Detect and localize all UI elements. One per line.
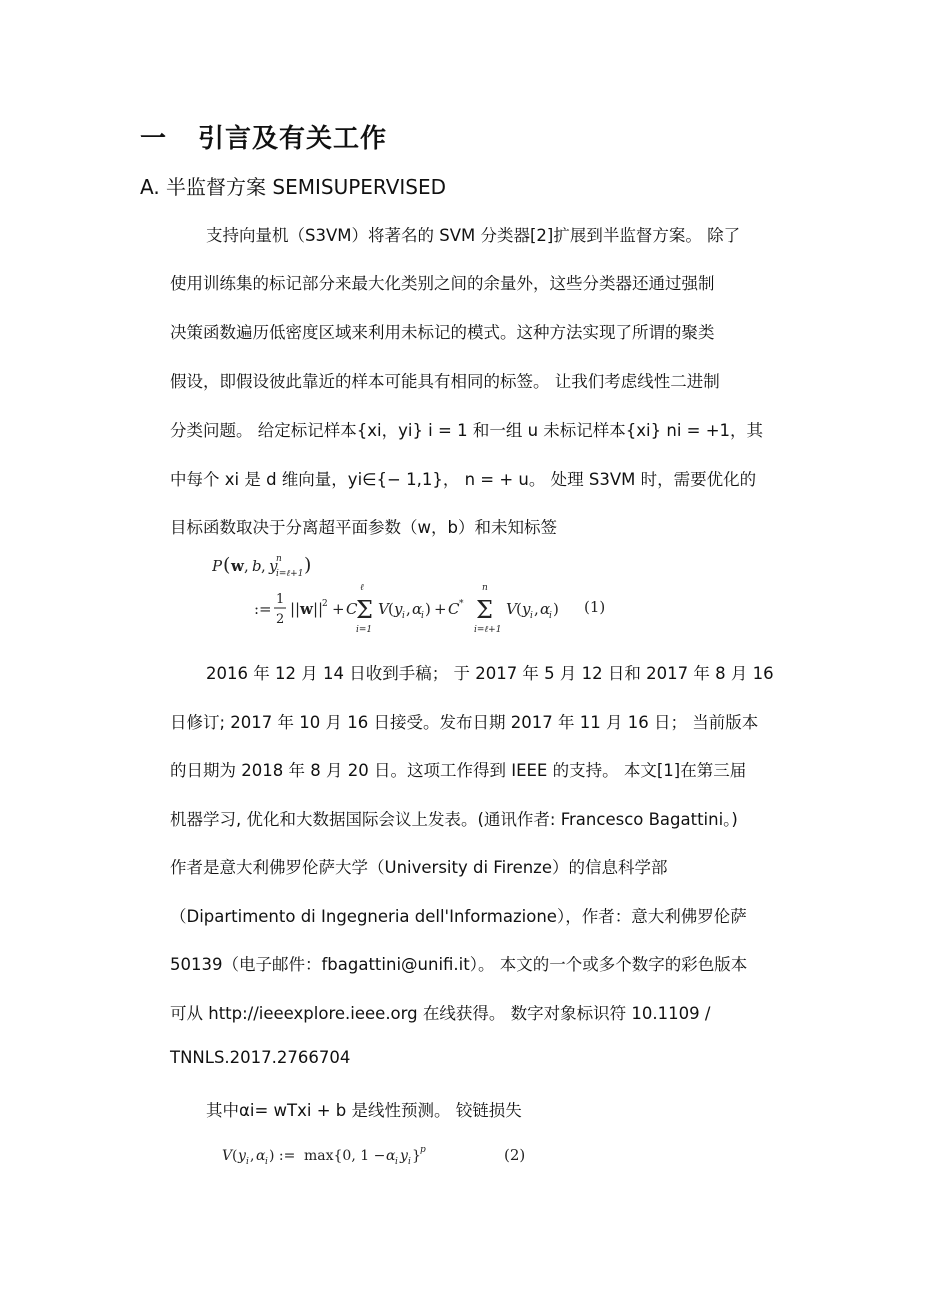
svg-text:i: i (421, 611, 424, 621)
svg-text:i: i (395, 1157, 398, 1167)
svg-text:(: ( (516, 600, 522, 618)
paragraph-line: （Dipartimento di Ingegneria dell'Informazione），作者：意大利佛罗伦萨 (170, 907, 747, 926)
paragraph-line: 支持向量机（S3VM）将著名的 SVM 分类器[2]扩展到半监督方案。 除了 (206, 226, 741, 245)
svg-text:2: 2 (322, 599, 328, 609)
equation-2-label: (2) (504, 1146, 526, 1164)
paragraph-line: 决策函数遍历低密度区域来利用未标记的模式。这种方法实现了所谓的聚类 (170, 323, 715, 342)
svg-text:w: w (300, 600, 313, 618)
svg-text:α: α (256, 1148, 266, 1164)
svg-text:ℓ: ℓ (360, 583, 364, 593)
equation-1-graphic (212, 548, 632, 636)
svg-text:y: y (400, 1148, 408, 1164)
svg-text:2: 2 (276, 612, 285, 627)
svg-text:i: i (549, 611, 552, 621)
svg-text:n: n (482, 583, 488, 593)
svg-text:C: C (346, 600, 358, 618)
svg-text:max{0, 1 −: max{0, 1 − (304, 1148, 386, 1164)
svg-text:Σ: Σ (476, 596, 493, 624)
svg-text:α: α (412, 600, 423, 618)
svg-text:(: ( (223, 554, 231, 576)
svg-text:y: y (394, 600, 403, 618)
subsection-heading: A. 半监督方案 SEMISUPERVISED (140, 175, 447, 199)
paragraph-line: TNNLS.2017.2766704 (170, 1048, 351, 1067)
paragraph-line: 可从 http://ieeexplore.ieee.org 在线获得。 数字对象标识符 10.1109 / (170, 1004, 711, 1023)
paragraph-line: 作者是意大利佛罗伦萨大学（University di Firenze）的信息科学部 (170, 858, 668, 877)
svg-text:i=ℓ+1: i=ℓ+1 (474, 625, 502, 635)
paragraph-line: 机器学习, 优化和大数据国际会议上发表。(通讯作者: Francesco Bagattini。) (170, 810, 738, 829)
svg-text:) :=: ) := (269, 1148, 296, 1164)
svg-text:,: , (406, 600, 411, 618)
paragraph-line: 的日期为 2018 年 8 月 20 日。这项工作得到 IEEE 的支持。 本文[1]在第三届 (170, 761, 747, 780)
svg-text:p: p (420, 1145, 426, 1155)
svg-text:V: V (378, 600, 389, 618)
paragraph-line: 目标函数取决于分离超平面参数（w，b）和未知标签 (170, 518, 557, 537)
paragraph-line: 50139（电子邮件：fbagattini@unifi.it）。 本文的一个或多个数字的彩色版本 (170, 955, 748, 974)
svg-text:(: ( (388, 600, 394, 618)
paragraph-line: 2016 年 12 月 14 日收到手稿； 于 2017 年 5 月 12 日和 2017 年 8 月 16 (206, 664, 774, 683)
svg-text:,: , (244, 557, 249, 575)
paragraph-line: 使用训练集的标记部分来最大化类别之间的余量外，这些分类器还通过强制 (170, 274, 715, 293)
svg-text::=: := (254, 600, 272, 618)
svg-text:*: * (459, 599, 464, 609)
svg-text:(: ( (232, 1148, 238, 1164)
svg-text:i: i (402, 611, 405, 621)
svg-text:i: i (246, 1157, 249, 1167)
svg-text:α: α (540, 600, 551, 618)
paragraph-line: 其中αi= wTxi + b 是线性预测。 铰链损失 (206, 1101, 522, 1120)
section-heading (140, 118, 387, 155)
svg-text:V: V (222, 1148, 233, 1164)
paragraph-line: 中每个 xi 是 d 维向量，yi∈{− 1,1}， n = + u。 处理 S3VM 时，需要优化的 (170, 470, 757, 489)
svg-text:): ) (553, 600, 559, 618)
svg-text:i: i (530, 611, 533, 621)
svg-text:w: w (231, 557, 244, 575)
svg-text:b: b (252, 557, 262, 575)
svg-text:): ) (304, 554, 312, 576)
svg-text:}: } (412, 1148, 421, 1164)
equation-2 (222, 1140, 542, 1170)
svg-text:): ) (425, 600, 431, 618)
svg-text:i: i (265, 1157, 268, 1167)
paragraph-line: 分类问题。 给定标记样本{xi，yi} i = 1 和一组 u 未标记样本{xi} ni = +1，其 (170, 421, 764, 440)
svg-text:i: i (408, 1157, 411, 1167)
equation-1-label: (1) (584, 598, 606, 616)
paragraph-line: 假设，即假设彼此靠近的样本可能具有相同的标签。 让我们考虑线性二进制 (170, 372, 720, 391)
equation-2-graphic (222, 1140, 472, 1170)
paragraph-line: 日修订; 2017 年 10 月 16 日接受。发布日期 2017 年 11 月 16 日； 当前版本 (170, 713, 759, 732)
svg-text:α: α (386, 1148, 396, 1164)
section-number: 一 (140, 124, 168, 154)
svg-text:,: , (261, 557, 266, 575)
svg-text:||: || (313, 600, 324, 618)
svg-text:i=ℓ+1: i=ℓ+1 (276, 569, 304, 579)
svg-text:P: P (212, 557, 223, 575)
svg-text:C: C (448, 600, 460, 618)
svg-text:y: y (269, 557, 278, 575)
svg-text:n: n (276, 554, 282, 564)
svg-text:Σ: Σ (356, 596, 373, 624)
svg-text:,: , (250, 1148, 255, 1164)
svg-text:1: 1 (276, 592, 285, 607)
svg-text:,: , (534, 600, 539, 618)
svg-text:+: + (434, 600, 447, 618)
svg-text:+: + (332, 600, 345, 618)
svg-text:||: || (290, 600, 301, 618)
section-title: 引言及有关工作 (198, 124, 388, 154)
svg-text:y: y (238, 1148, 246, 1164)
svg-text:i=1: i=1 (356, 625, 373, 635)
svg-text:V: V (506, 600, 517, 618)
svg-text:y: y (522, 600, 531, 618)
equation-1 (212, 548, 632, 636)
